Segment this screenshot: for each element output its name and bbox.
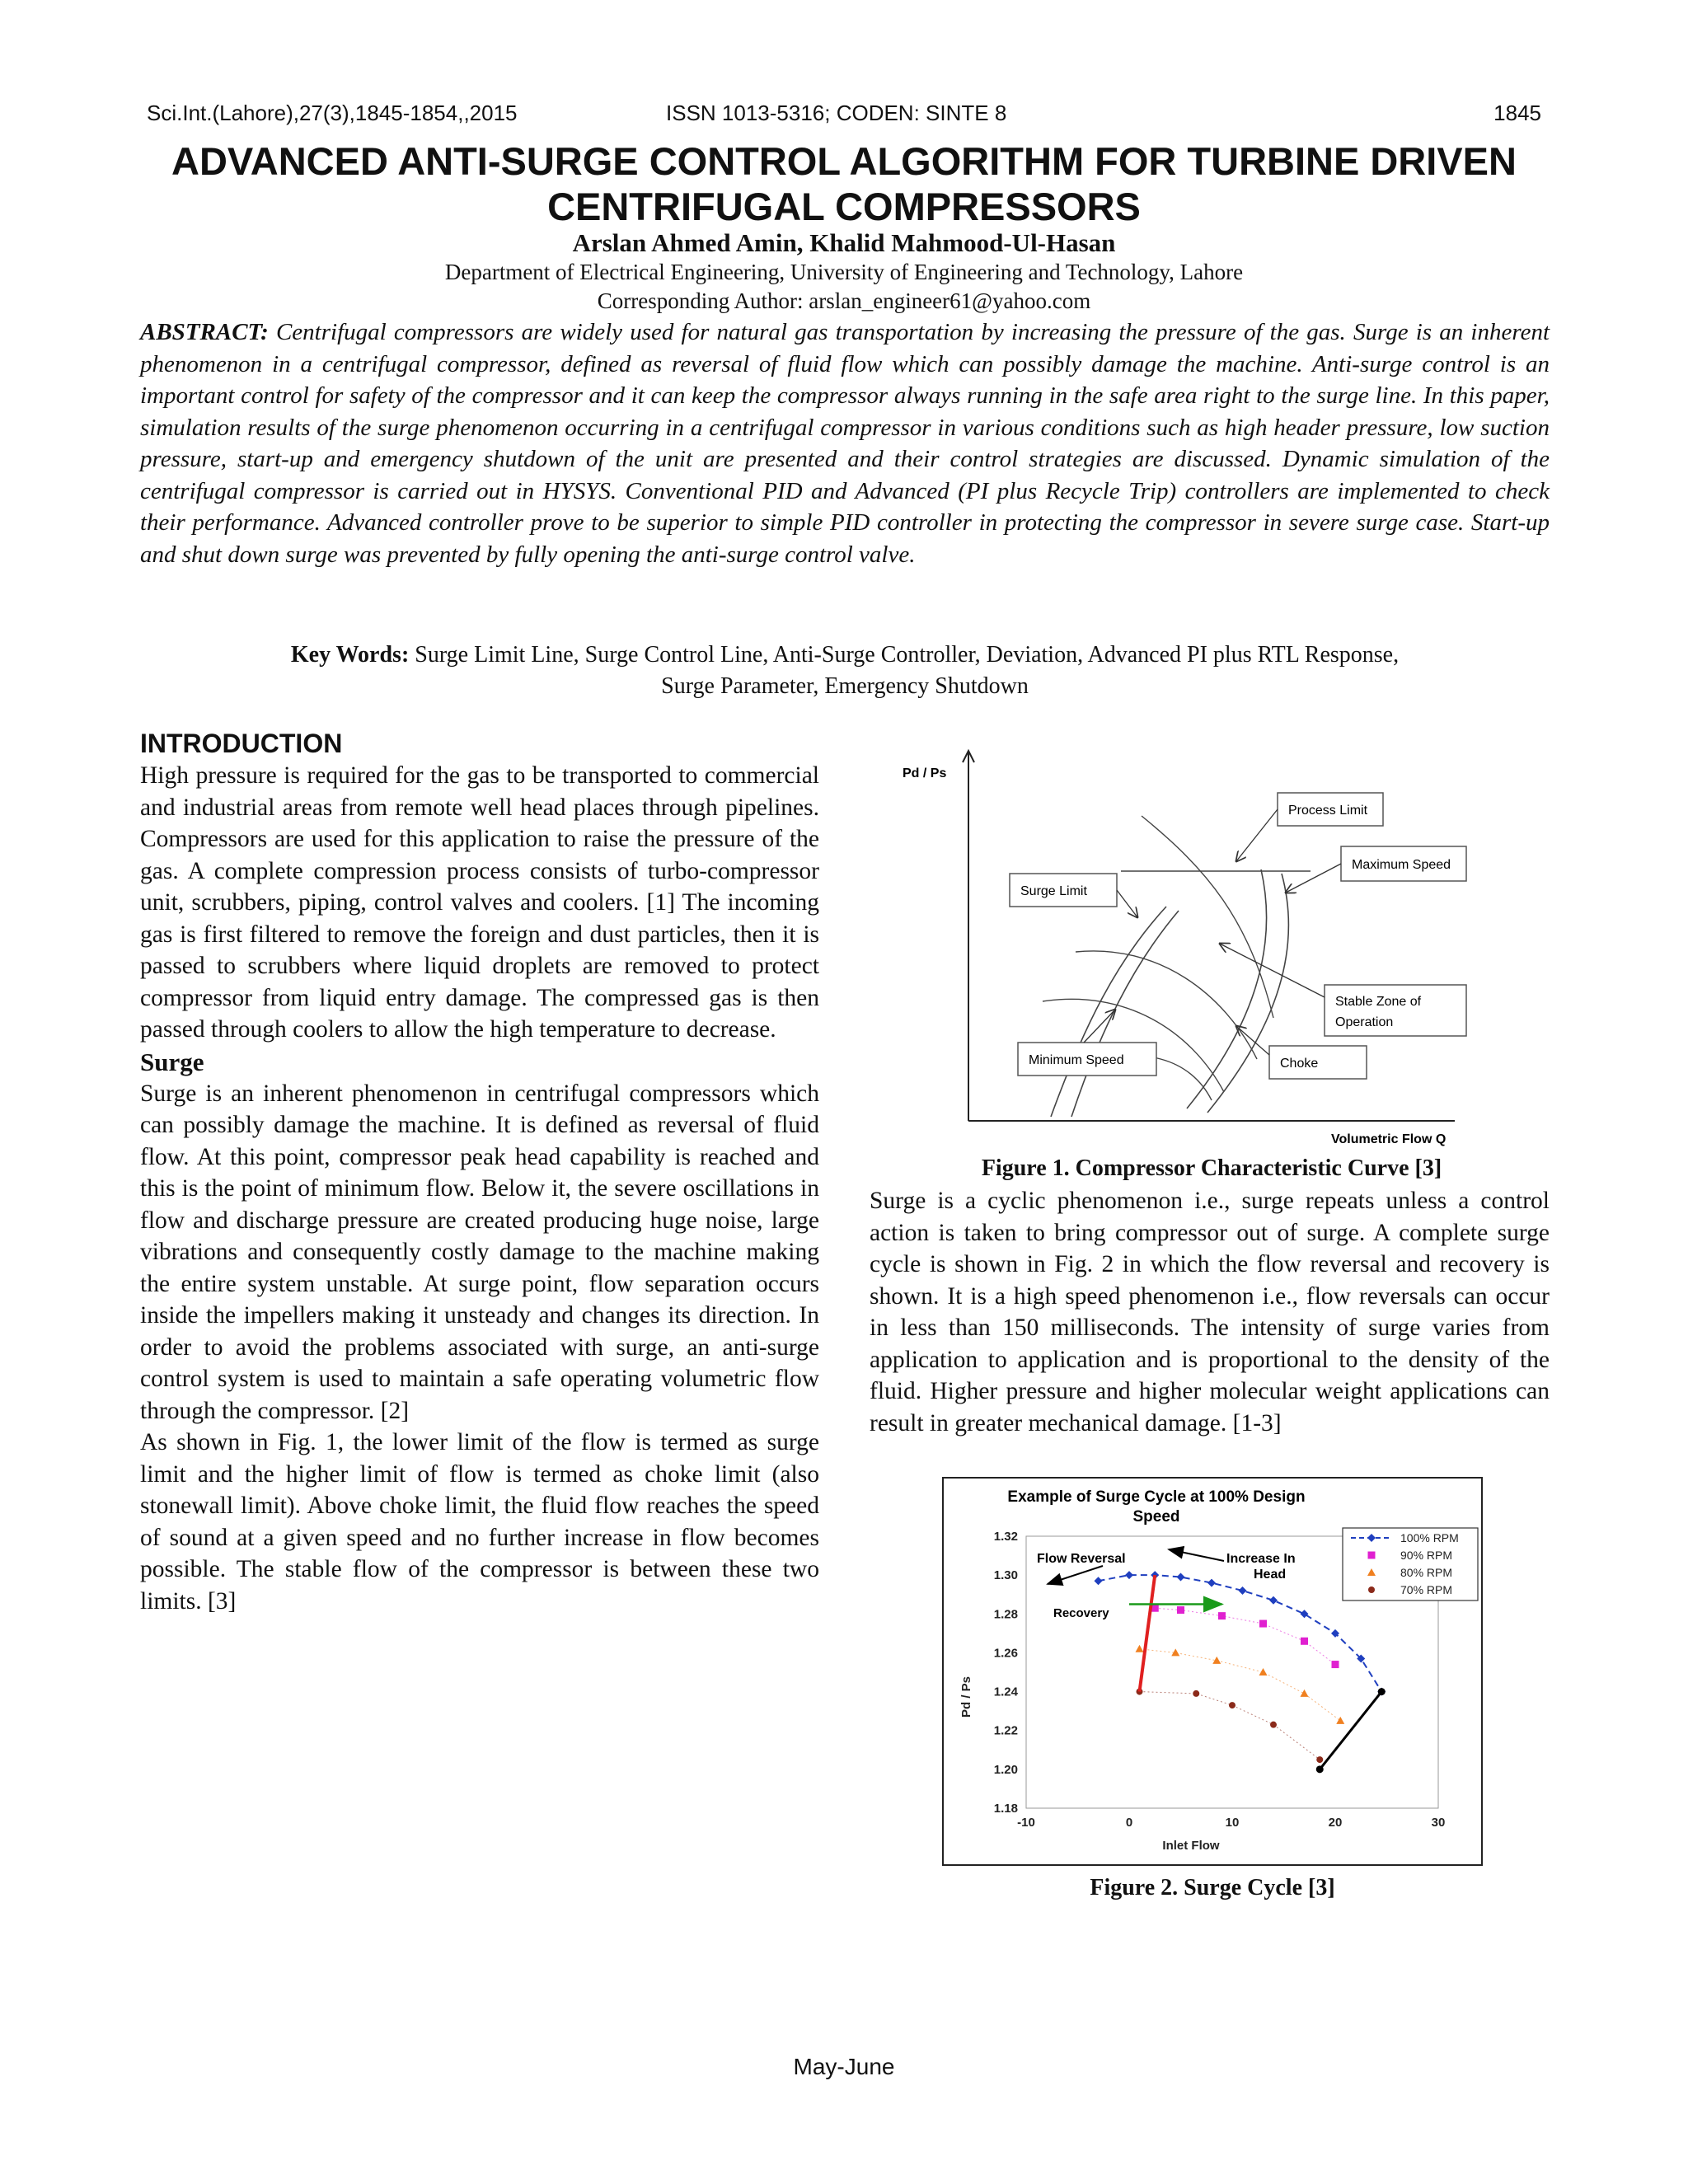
legend-label: 70% RPM xyxy=(1400,1583,1453,1596)
data-point xyxy=(1229,1702,1236,1708)
data-point xyxy=(1218,1612,1226,1619)
surge-limit-curve-2 xyxy=(1071,911,1179,1117)
process-limit-pointer xyxy=(1236,809,1278,861)
legend-label: 100% RPM xyxy=(1400,1531,1459,1544)
journal-citation: Sci.Int.(Lahore),27(3),1845-1854,,2015 xyxy=(147,101,518,125)
choke-label: Choke xyxy=(1280,1057,1319,1071)
y-axis-label: Pd / Ps xyxy=(903,766,947,780)
introduction-heading: INTRODUCTION xyxy=(140,729,343,758)
page-number: 1845 xyxy=(1493,101,1541,125)
authors: Arslan Ahmed Amin, Khalid Mahmood-Ul-Hasan xyxy=(572,228,1116,257)
data-point xyxy=(1332,1661,1339,1668)
x-tick-label: 10 xyxy=(1225,1816,1240,1830)
legend-label: 80% RPM xyxy=(1400,1566,1453,1579)
process-limit-label: Process Limit xyxy=(1288,804,1368,818)
y-tick-label: 1.20 xyxy=(993,1762,1018,1777)
legend-marker xyxy=(1368,1586,1375,1593)
y-tick-label: 1.24 xyxy=(993,1685,1018,1699)
x-tick-label: 20 xyxy=(1328,1816,1343,1830)
chart-title-line-2: Speed xyxy=(1132,1508,1180,1526)
stable-zone-label-line-1: Stable Zone of xyxy=(1335,995,1422,1009)
increase-in-label: Increase In xyxy=(1226,1552,1296,1566)
chart-title: Example of Surge Cycle at 100% Design xyxy=(1007,1488,1306,1506)
surge-limit-pointer xyxy=(1117,890,1137,917)
introduction-paragraph-3: As shown in Fig. 1, the lower limit of the flow is termed as surge limit and the higher limit of flow is termed as choke limit (also stonewall limit). Above choke limit, the fluid flow reaches the speed of sound at a given speed and no further increase in flow becomes possible. The stable flow of the compressor is between these two limits. [3] xyxy=(140,1429,819,1615)
abstract: ABSTRACT: Centrifugal compressors are widely used for natural gas transportation by increasing the pressure of the gas. Surge is an inherent phenomenon in a centrifugal compressor, defined as reversal of fluid flow which can possibly damage the machine. Anti-surge control is an important control for safety of the compressor and it can keep the compressor always running in the safe area right to the surge line. In this paper, simulation results of the surge phenomenon occurring in a centrifugal compressor in various conditions such as high header pressure, low suction pressure, start-up and emergency shutdown of the unit are presented and their control strategies are discussed. Dynamic simulation of the centrifugal compressor is carried out in HYSYS. Conventional PID and Advanced (PI plus Recycle Trip) controllers are implemented to check their performance. Advanced controller prove to be superior to simple PID controller in protecting the compressor in severe surge case. Start-up and shut down surge was prevented by fully opening the anti-surge control valve. xyxy=(140,319,1550,568)
figure-2-surge-cycle-chart xyxy=(942,1477,1483,1866)
abstract-label: ABSTRACT xyxy=(140,319,261,345)
keywords xyxy=(124,640,1566,702)
affiliation: Department of Electrical Engineering, University of Engineering and Technology, Lahore xyxy=(444,260,1244,284)
paper-title xyxy=(82,138,1606,229)
data-point xyxy=(1270,1722,1277,1728)
introduction-paragraph-1: High pressure is required for the gas to be transported to commercial and industrial areas from remote well head places through pipelines. Compressors are used for this application to raise the pressure of the gas. A complete compression process consists of turbo-compressor unit, scrubbers, piping, control valves and coolers. [1] The incoming gas is first filtered to remove the foreign and dust particles, then it is passed to scrubbers where liquid droplets are removed to protect compressor from liquid entry damage. The compressed gas is then passed through coolers to allow the high temperature to decrease. xyxy=(140,762,819,1043)
surge-limit-curve-1 xyxy=(1051,907,1166,1117)
x-tick-label: 30 xyxy=(1431,1816,1446,1830)
data-point xyxy=(1177,1606,1184,1614)
corresponding-author: Corresponding Author: arslan_engineer61@yahoo.com xyxy=(597,288,1091,313)
flow-reversal-label: Flow Reversal xyxy=(1037,1552,1126,1566)
running-header xyxy=(147,101,1541,134)
x-tick-label: 0 xyxy=(1125,1816,1133,1830)
y-tick-label: 1.26 xyxy=(993,1646,1018,1661)
choke-point-top xyxy=(1378,1688,1386,1695)
y-tick-label: 1.22 xyxy=(993,1723,1018,1738)
figure-2-caption: Figure 2. Surge Cycle [3] xyxy=(1090,1875,1335,1900)
x-axis-label: Volumetric Flow Q xyxy=(1331,1132,1447,1146)
data-point xyxy=(1259,1620,1267,1628)
legend-label: 90% RPM xyxy=(1400,1549,1453,1562)
y-tick-label: 1.18 xyxy=(993,1802,1018,1816)
choke-point-bottom xyxy=(1316,1765,1324,1773)
title-line-2: CENTRIFUGAL COMPRESSORS xyxy=(547,185,1141,228)
stable-zone-pointer xyxy=(1220,944,1325,997)
issn-coden: ISSN 1013-5316; CODEN: SINTE 8 xyxy=(666,101,1007,125)
data-point xyxy=(1301,1638,1308,1645)
stable-zone-label-line-2: Operation xyxy=(1335,1015,1394,1029)
keywords-line-2: Surge Parameter, Emergency Shutdown xyxy=(661,673,1029,699)
data-point xyxy=(1193,1690,1199,1697)
figure-1-caption: Figure 1. Compressor Characteristic Curve [3] xyxy=(981,1155,1442,1181)
abstract-text: Centrifugal compressors are widely used for natural gas transportation by increasing the pressure of the gas. Surge is an inherent phenomenon in a centrifugal compressor, defined as reversal of fluid flow which can possibly damage the machine. Anti-surge control is an important control for safety of the compressor and it can keep the compressor always running in the safe area right to the surge line. In this paper, simulation results of the surge phenomenon occurring in a centrifugal compressor in various conditions such as high header pressure, low suction pressure, start-up and emergency shutdown of the unit are presented and their control strategies are discussed. Dynamic simulation of the centrifugal compressor is carried out in HYSYS. Conventional PID and Advanced (PI plus Recycle Trip) controllers are implemented to check their performance. Advanced controller prove to be superior to simple PID controller in protecting the compressor in severe surge case. Start-up and shut down surge was prevented by fully opening the anti-surge control valve. xyxy=(140,319,1550,568)
surge-limit-label: Surge Limit xyxy=(1020,884,1087,898)
minimum-speed-label: Minimum Speed xyxy=(1029,1053,1124,1067)
maximum-speed-pointer xyxy=(1286,864,1341,893)
introduction-paragraph-2: Surge is an inherent phenomenon in centrifugal compressors which can possibly damage the machine. It is defined as reversal of fluid flow. At this point, compressor peak head capability is reached and this is the point of minimum flow. Below it, the severe oscillations in flow and discharge pressure are created producing huge noise, large vibrations and consequently costly damage to the machine making the entire system unstable. At surge point, flow separation occurs inside the impellers making it unsteady and changes its direction. In order to avoid the problems associated with surge, an anti-surge control system is used to maintain a safe operating volumetric flow through the compressor. [2] xyxy=(140,1080,819,1424)
legend-marker xyxy=(1368,1552,1376,1559)
recovery-label: Recovery xyxy=(1053,1606,1109,1620)
process-limit-curve xyxy=(1142,816,1273,1018)
maximum-speed-label: Maximum Speed xyxy=(1352,858,1451,872)
y-axis-label: Pd / Ps xyxy=(959,1675,973,1718)
page-footer: May-June xyxy=(793,2054,895,2079)
x-tick-label: -10 xyxy=(1017,1816,1035,1830)
keywords-label: Key Words: xyxy=(290,642,410,668)
keywords-line-1: Surge Limit Line, Surge Control Line, Anti-Surge Controller, Deviation, Advanced PI plus RTL Response, xyxy=(415,642,1400,668)
y-tick-label: 1.32 xyxy=(993,1530,1018,1544)
right-column-paragraph: Surge is a cyclic phenomenon i.e., surge repeats unless a control action is taken to bring compressor out of surge. A complete surge cycle is shown in Fig. 2 in which the flow reversal and recovery is shown. It is a high speed phenomenon i.e., flow reversals can occur in less than 150 milliseconds. The intensity of surge varies from application to application and is proportional to the density of the fluid. Higher pressure and higher molecular weight applications can result in greater mechanical damage. [1-3] xyxy=(870,1188,1550,1436)
left-column xyxy=(140,727,819,1617)
figure-1-compressor-curve xyxy=(894,746,1471,1146)
y-tick-label: 1.30 xyxy=(993,1568,1018,1583)
y-tick-label: 1.28 xyxy=(993,1607,1018,1622)
surge-heading: Surge xyxy=(140,1047,204,1076)
head-label: Head xyxy=(1254,1568,1287,1582)
title-line-1: ADVANCED ANTI-SURGE CONTROL ALGORITHM FOR TURBINE DRIVEN xyxy=(171,139,1517,183)
chart-legend xyxy=(1343,1528,1478,1601)
x-axis-label: Inlet Flow xyxy=(1162,1839,1220,1853)
data-point xyxy=(1316,1756,1323,1763)
